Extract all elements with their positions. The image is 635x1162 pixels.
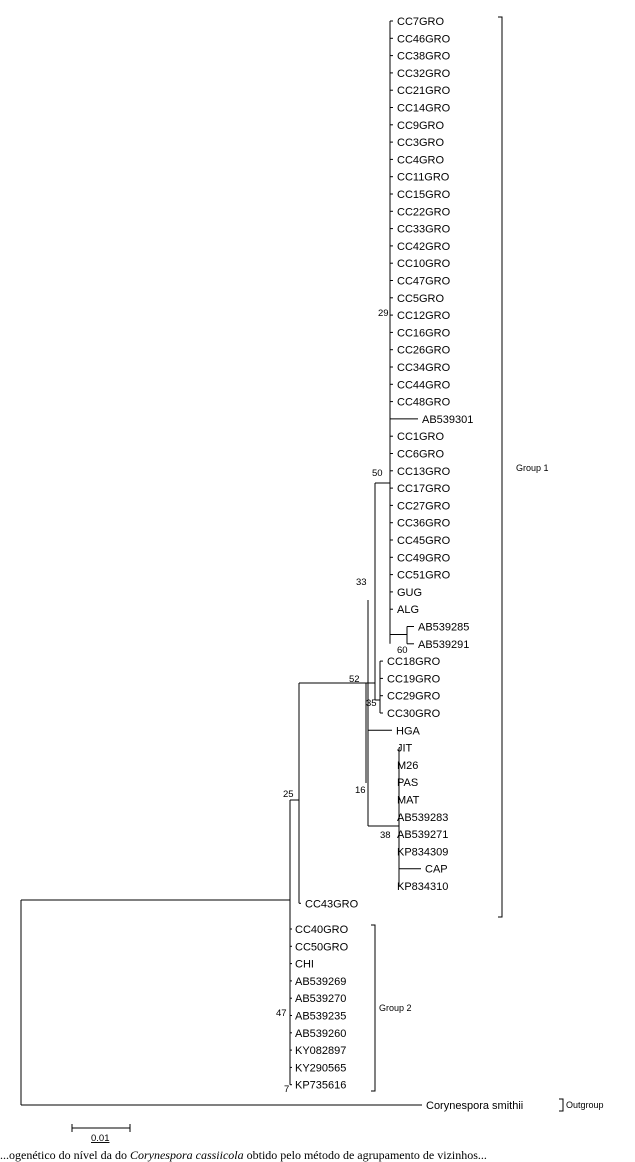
- leaf-cc21gro: CC21GRO: [397, 85, 451, 98]
- bootstrap-38: 38: [380, 830, 391, 841]
- leaf-cc49gro: CC49GRO: [397, 552, 451, 565]
- leaf-ky290565: KY290565: [295, 1062, 347, 1075]
- leaf-cc16gro: CC16GRO: [397, 327, 451, 340]
- leaf-ky082897: KY082897: [295, 1045, 347, 1058]
- group-label-outgroup: Outgroup: [566, 1100, 604, 1110]
- leaf-cc1gro: CC1GRO: [397, 431, 445, 444]
- leaf-cc3gro: CC3GRO: [397, 137, 445, 150]
- leaf-cc6gro: CC6GRO: [397, 448, 445, 461]
- caption-post: obtido pelo método de agrupamento de vizinhos...: [243, 1148, 487, 1162]
- leaf-ab539260: AB539260: [295, 1027, 347, 1040]
- leaf-cc47gro: CC47GRO: [397, 275, 451, 288]
- tree-branches: [21, 21, 422, 1105]
- leaf-cc40gro: CC40GRO: [295, 924, 349, 936]
- scale-bar: [72, 1124, 130, 1144]
- leaf-jit: JIT: [397, 742, 413, 755]
- leaf-cc5gro: CC5GRO: [397, 292, 445, 305]
- leaf-cc12gro: CC12GRO: [397, 310, 451, 323]
- leaf-cc26gro: CC26GRO: [397, 344, 451, 357]
- leaf-ab539235: AB539235: [295, 1010, 347, 1023]
- bootstrap-47: 47: [276, 1008, 287, 1019]
- leaf-cc11gro: CC11GRO: [397, 171, 450, 184]
- leaf-chi: CHI: [295, 958, 314, 971]
- bootstrap-25: 25: [283, 789, 294, 800]
- leaf-hga: HGA: [396, 725, 420, 738]
- bootstrap-50: 50: [372, 468, 383, 479]
- leaf-cc30gro: CC30GRO: [387, 708, 441, 720]
- leaf-alg: ALG: [397, 604, 420, 617]
- leaf-corynespora-smithii: Corynespora smithii: [426, 1100, 524, 1112]
- leaf-kp735616: KP735616: [295, 1079, 347, 1092]
- group-1-bracket: [498, 17, 502, 917]
- leaf-gug: GUG: [397, 586, 423, 599]
- leaf-cc10gro: CC10GRO: [397, 258, 451, 271]
- leaf-cc4gro: CC4GRO: [397, 154, 445, 167]
- leaf-cc36gro: CC36GRO: [397, 517, 451, 530]
- leaf-cc43gro: CC43GRO: [305, 898, 359, 911]
- leaf-cc45gro: CC45GRO: [397, 535, 451, 547]
- group-2-bracket: [371, 925, 375, 1091]
- leaf-cc19gro: CC19GRO: [387, 673, 441, 686]
- leaf-cc18gro: CC18GRO: [387, 656, 441, 669]
- bootstrap-16: 16: [355, 785, 366, 796]
- leaf-cc14gro: CC14GRO: [397, 102, 451, 115]
- bootstrap-35: 35: [366, 698, 377, 709]
- leaf-cc50gro: CC50GRO: [295, 941, 349, 954]
- leaf-cc15gro: CC15GRO: [397, 189, 451, 201]
- leaf-cc38gro: CC38GRO: [397, 50, 451, 63]
- leaf-ab539271: AB539271: [397, 829, 449, 842]
- leaf-ab539283: AB539283: [397, 811, 449, 824]
- leaf-ab539269: AB539269: [295, 975, 347, 988]
- leaf-ab539291: AB539291: [418, 638, 470, 651]
- leaf-cc42gro: CC42GRO: [397, 240, 451, 253]
- leaf-cc33gro: CC33GRO: [397, 223, 451, 236]
- leaf-cc7gro: CC7GRO: [397, 16, 445, 28]
- leaf-m26: M26: [397, 759, 419, 772]
- leaf-cc22gro: CC22GRO: [397, 206, 451, 219]
- leaf-ab539301: AB539301: [422, 413, 474, 426]
- bootstrap-7: 7: [284, 1084, 290, 1095]
- group-label-group-1: Group 1: [516, 463, 549, 473]
- leaf-mat: MAT: [397, 794, 420, 807]
- bootstrap-60: 60: [397, 645, 408, 656]
- leaf-kp834309: KP834309: [397, 846, 449, 859]
- scale-bar-label: 0.01: [91, 1133, 110, 1144]
- group-label-group-2: Group 2: [379, 1003, 412, 1013]
- leaf-ab539285: AB539285: [418, 621, 470, 634]
- caption-species: Corynespora cassiicola: [129, 1148, 244, 1162]
- leaf-cc46gro: CC46GRO: [397, 33, 451, 46]
- leaf-cc48gro: CC48GRO: [397, 396, 451, 409]
- leaf-labels: [295, 16, 523, 1112]
- leaf-cc17gro: CC17GRO: [397, 483, 451, 496]
- leaf-pas: PAS: [397, 777, 419, 790]
- leaf-cc51gro: CC51GRO: [397, 569, 451, 582]
- leaf-cap: CAP: [425, 863, 448, 876]
- bootstrap-29: 29: [378, 308, 389, 319]
- leaf-cc29gro: CC29GRO: [387, 690, 441, 703]
- bootstrap-33: 33: [356, 577, 367, 588]
- leaf-cc32gro: CC32GRO: [397, 67, 451, 80]
- leaf-ab539270: AB539270: [295, 993, 347, 1006]
- bootstrap-52: 52: [349, 674, 360, 685]
- leaf-cc44gro: CC44GRO: [397, 379, 451, 392]
- outgroup-bracket: [559, 1099, 563, 1111]
- leaf-cc13gro: CC13GRO: [397, 465, 451, 478]
- leaf-cc27gro: CC27GRO: [397, 500, 451, 513]
- leaf-cc9gro: CC9GRO: [397, 119, 445, 132]
- figure-caption: [0, 1148, 635, 1162]
- caption-pre: ...ogenético do nível da do: [0, 1148, 130, 1162]
- leaf-kp834310: KP834310: [397, 881, 449, 893]
- leaf-cc34gro: CC34GRO: [397, 362, 451, 374]
